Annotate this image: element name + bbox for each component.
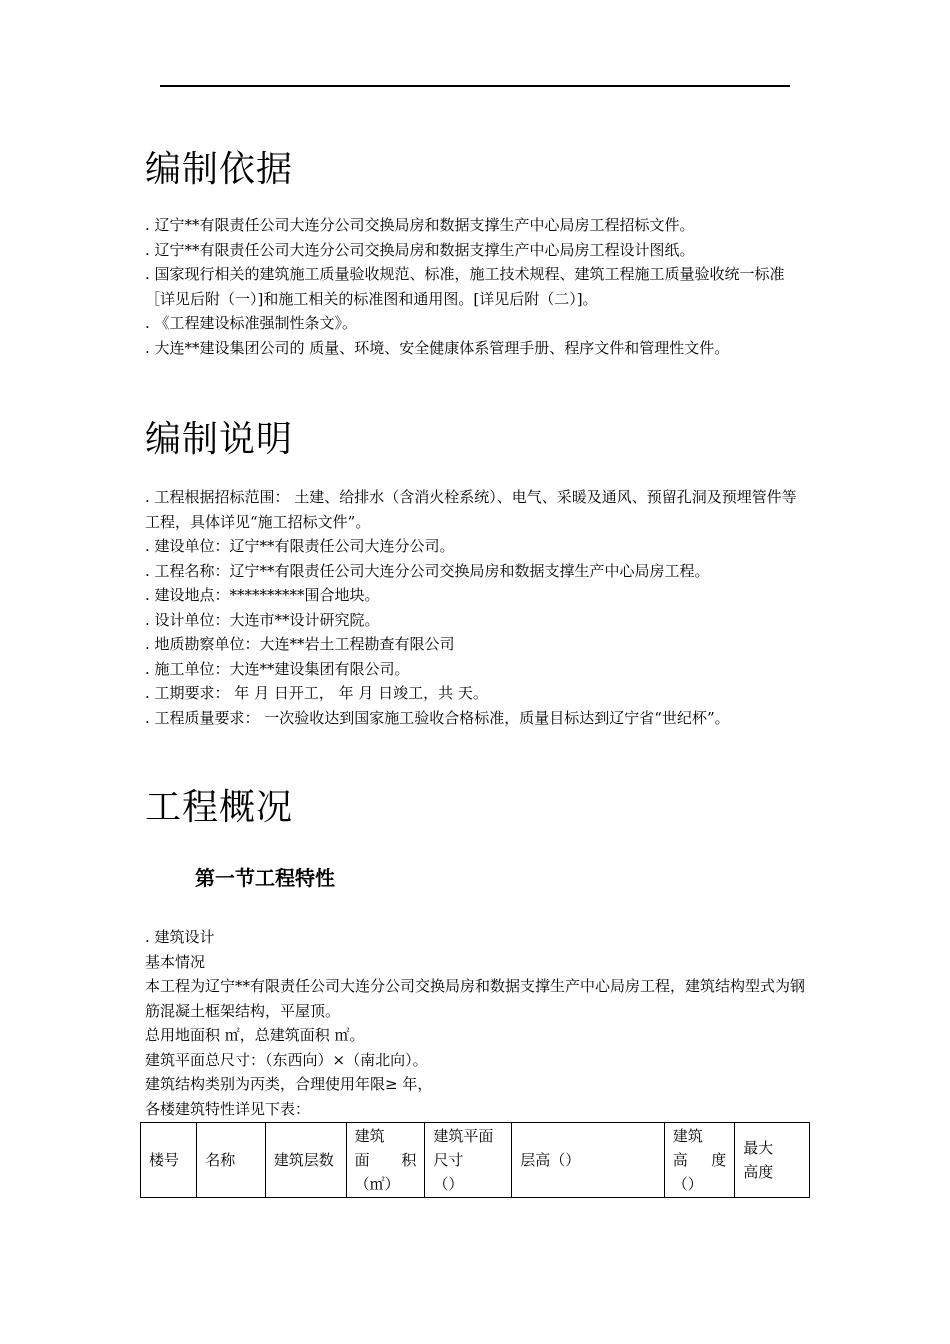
overview-item-3: 本工程为辽宁**有限责任公司大连分公司交换局房和数据支撑生产中心局房工程，建筑结构型式为钢筋混凝土框架结构，平屋顶。: [145, 977, 806, 1020]
notes-item-8: . 工期要求： 年 月 日开工， 年 月 日竣工，共 天。: [145, 684, 488, 702]
basis-item-1: . 辽宁**有限责任公司大连分公司交换局房和数据支撑生产中心局房工程招标文件。: [145, 216, 695, 234]
notes-item-5: . 设计单位：大连市**设计研究院。: [145, 610, 380, 629]
th-area: [346, 1123, 425, 1198]
th-max-height-l1: 最大: [743, 1139, 774, 1157]
th-area-l1: 建筑: [354, 1127, 385, 1145]
header-rule: [160, 85, 790, 87]
building-spec-table: [140, 1122, 810, 1198]
notes-item-7: . 施工单位：大连**建设集团有限公司。: [145, 659, 410, 678]
overview-item-6: 建筑结构类别为丙类，合理使用年限≥ 年，: [145, 1075, 433, 1093]
basis-item-4: . 《工程建设标准强制性条文》。: [145, 314, 358, 332]
th-max-height: [735, 1123, 810, 1198]
th-floor-height: 层高（）: [512, 1123, 664, 1198]
overview-list: [145, 925, 810, 1121]
heading-overview: 工程概况: [145, 787, 294, 828]
th-floors: 建筑层数: [265, 1123, 346, 1198]
subheading-features: 第一节工程特性: [195, 866, 335, 890]
th-building-no: 楼号: [141, 1123, 197, 1198]
th-building-height-l2: 高度: [672, 1151, 727, 1169]
notes-list: [145, 485, 810, 730]
th-area-l2: 面积: [354, 1151, 417, 1169]
th-max-height-l2: 高度: [743, 1163, 774, 1181]
overview-item-7: 各楼建筑特性详见下表：: [145, 1099, 311, 1118]
table-header-row: [141, 1123, 810, 1198]
th-area-l3: （㎡）: [354, 1175, 400, 1193]
notes-item-9: . 工程质量要求： 一次验收达到国家施工验收合格标准，质量目标达到辽宁省“世纪杯”。: [145, 708, 730, 727]
th-name: 名称: [197, 1123, 266, 1198]
notes-item-3: . 工程名称：辽宁**有限责任公司大连分公司交换局房和数据支撑生产中心局房工程。: [145, 561, 710, 580]
notes-item-1: . 工程根据招标范围： 土建、给排水（含消火栓系统）、电气、采暖及通风、预留孔洞及预埋管件等工程，具体详见“施工招标文件”。: [145, 488, 797, 531]
overview-item-1: . 建筑设计: [145, 928, 215, 946]
th-building-height-l3: （）: [672, 1175, 703, 1193]
heading-notes: 编制说明: [145, 419, 294, 460]
notes-item-6: . 地质勘察单位：大连**岩土工程勘查有限公司: [145, 635, 455, 653]
notes-item-4: . 建设地点：**********围合地块。: [145, 586, 380, 604]
notes-item-2: . 建设单位：辽宁**有限责任公司大连分公司。: [145, 537, 455, 555]
overview-item-4: 总用地面积 ㎡，总建筑面积 ㎡。: [145, 1026, 365, 1044]
th-plan-size: [425, 1123, 512, 1198]
overview-item-5: 建筑平面总尺寸：（东西向）×（南北向）。: [145, 1050, 428, 1069]
basis-item-5: . 大连**建设集团公司的 质量、环境、安全健康体系管理手册、程序文件和管理性文件。: [145, 338, 730, 357]
overview-item-2: 基本情况: [145, 952, 206, 971]
th-building-height: [664, 1123, 735, 1198]
basis-list: [145, 213, 810, 360]
th-plan-size-l1: 建筑平面: [433, 1127, 494, 1145]
th-building-height-l1: 建筑: [672, 1127, 703, 1145]
th-plan-size-l3: （）: [433, 1175, 464, 1193]
heading-basis: 编制依据: [145, 149, 294, 190]
basis-item-3: . 国家现行相关的建筑施工质量验收规范、标准，施工技术规程、建筑工程施工质量验收统一标准［详见后附（一）]和施工相关的标准图和通用图。[详见后附（二）]。: [145, 265, 785, 308]
basis-item-2: . 辽宁**有限责任公司大连分公司交换局房和数据支撑生产中心局房工程设计图纸。: [145, 240, 695, 259]
th-plan-size-l2: 尺寸: [433, 1151, 464, 1169]
